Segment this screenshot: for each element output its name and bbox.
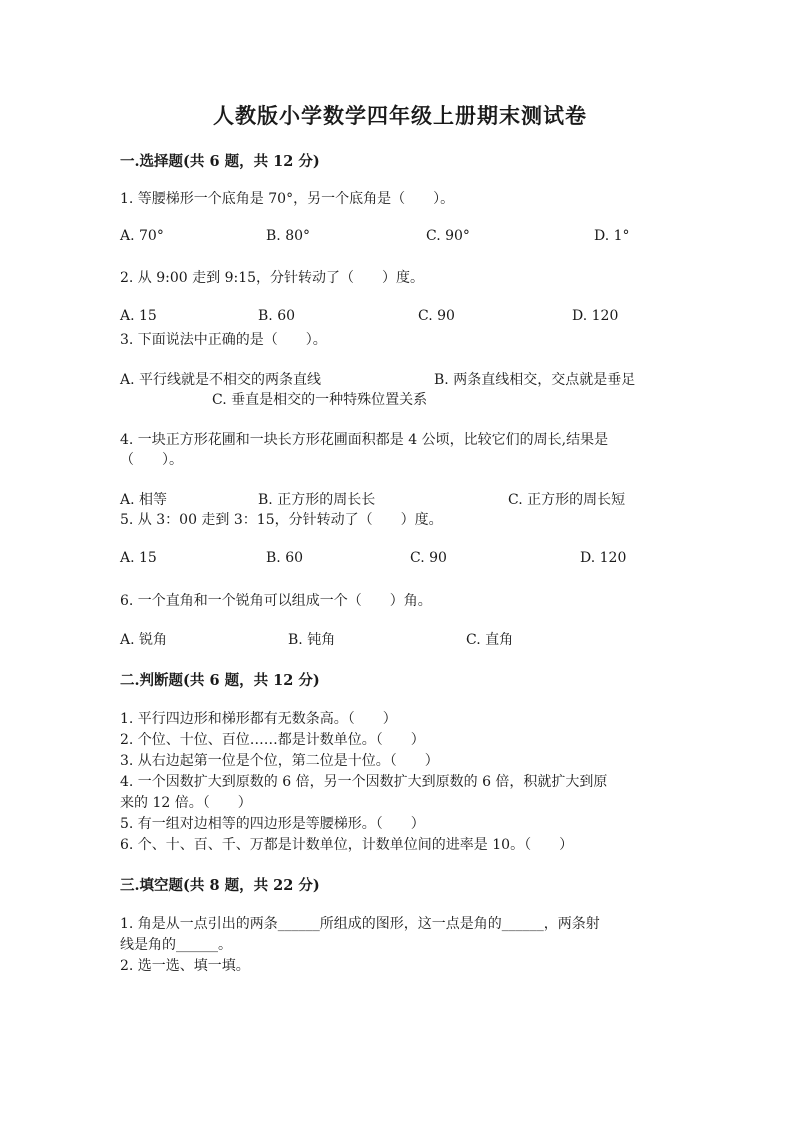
q5-option-a: A. 15 [120, 550, 157, 566]
q6-option-a: A. 锐角 [120, 632, 168, 648]
q4-option-c: C. 正方形的周长短 [508, 492, 626, 508]
question-2: 2. 从 9:00 走到 9:15，分针转动了（ ）度。 [120, 270, 425, 286]
question-4-line1: 4. 一块正方形花圃和一块长方形花圃面积都是 4 公顷，比较它们的周长,结果是 [120, 432, 609, 448]
judgment-line: 2. 个位、十位、百位……都是计数单位。（ ） [120, 732, 425, 748]
q2-option-b: B. 60 [258, 308, 296, 324]
question-5: 5. 从 3：00 走到 3：15，分针转动了（ ）度。 [120, 512, 443, 528]
q2-option-d: D. 120 [572, 308, 619, 324]
q5-option-d: D. 120 [580, 550, 627, 566]
q1-option-a: A. 70° [120, 228, 164, 244]
section-heading-choice: 一.选择题(共 6 题，共 12 分) [120, 153, 320, 170]
question-3: 3. 下面说法中正确的是（ ）。 [120, 332, 327, 348]
q5-option-c: C. 90 [410, 550, 447, 566]
q1-option-d: D. 1° [594, 228, 630, 244]
q6-option-b: B. 钝角 [288, 632, 336, 648]
judgment-line: 6. 个、十、百、千、万都是计数单位，计数单位间的进率是 10。（ ） [120, 837, 574, 853]
fill-in-line: 线是角的______。 [120, 937, 232, 953]
judgment-line: 4. 一个因数扩大到原数的 6 倍，另一个因数扩大到原数的 6 倍，积就扩大到原 [120, 774, 608, 790]
q1-option-c: C. 90° [426, 228, 470, 244]
q2-option-c: C. 90 [418, 308, 455, 324]
fill-in-line: 1. 角是从一点引出的两条______所组成的图形，这一点是角的______，两条射 [120, 916, 600, 932]
judgment-line: 来的 12 倍。（ ） [120, 795, 252, 811]
q3-option-b: B. 两条直线相交，交点就是垂足 [434, 372, 636, 388]
judgment-line: 3. 从右边起第一位是个位，第二位是十位。（ ） [120, 753, 439, 769]
section-heading-fill-in: 三.填空题(共 8 题，共 22 分) [120, 877, 320, 894]
q3-option-c: C. 垂直是相交的一种特殊位置关系 [212, 392, 428, 408]
question-6: 6. 一个直角和一个锐角可以组成一个（ ）角。 [120, 593, 432, 609]
judgment-line: 5. 有一组对边相等的四边形是等腰梯形。（ ） [120, 816, 425, 832]
question-1: 1. 等腰梯形一个底角是 70°，另一个底角是（ ）。 [120, 191, 455, 207]
page-title: 人教版小学数学四年级上册期末测试卷 [213, 103, 587, 128]
q2-option-a: A. 15 [120, 308, 157, 324]
fill-in-line: 2. 选一选、填一填。 [120, 958, 250, 974]
q1-option-b: B. 80° [266, 228, 311, 244]
q3-option-a: A. 平行线就是不相交的两条直线 [120, 372, 322, 388]
q4-option-a: A. 相等 [120, 492, 168, 508]
question-4-line2: （ ）。 [120, 452, 183, 468]
q5-option-b: B. 60 [266, 550, 304, 566]
section-heading-judgment: 二.判断题(共 6 题，共 12 分) [120, 672, 320, 689]
judgment-line: 1. 平行四边形和梯形都有无数条高。（ ） [120, 711, 397, 727]
q6-option-c: C. 直角 [466, 632, 514, 648]
q4-option-b: B. 正方形的周长长 [258, 492, 376, 508]
